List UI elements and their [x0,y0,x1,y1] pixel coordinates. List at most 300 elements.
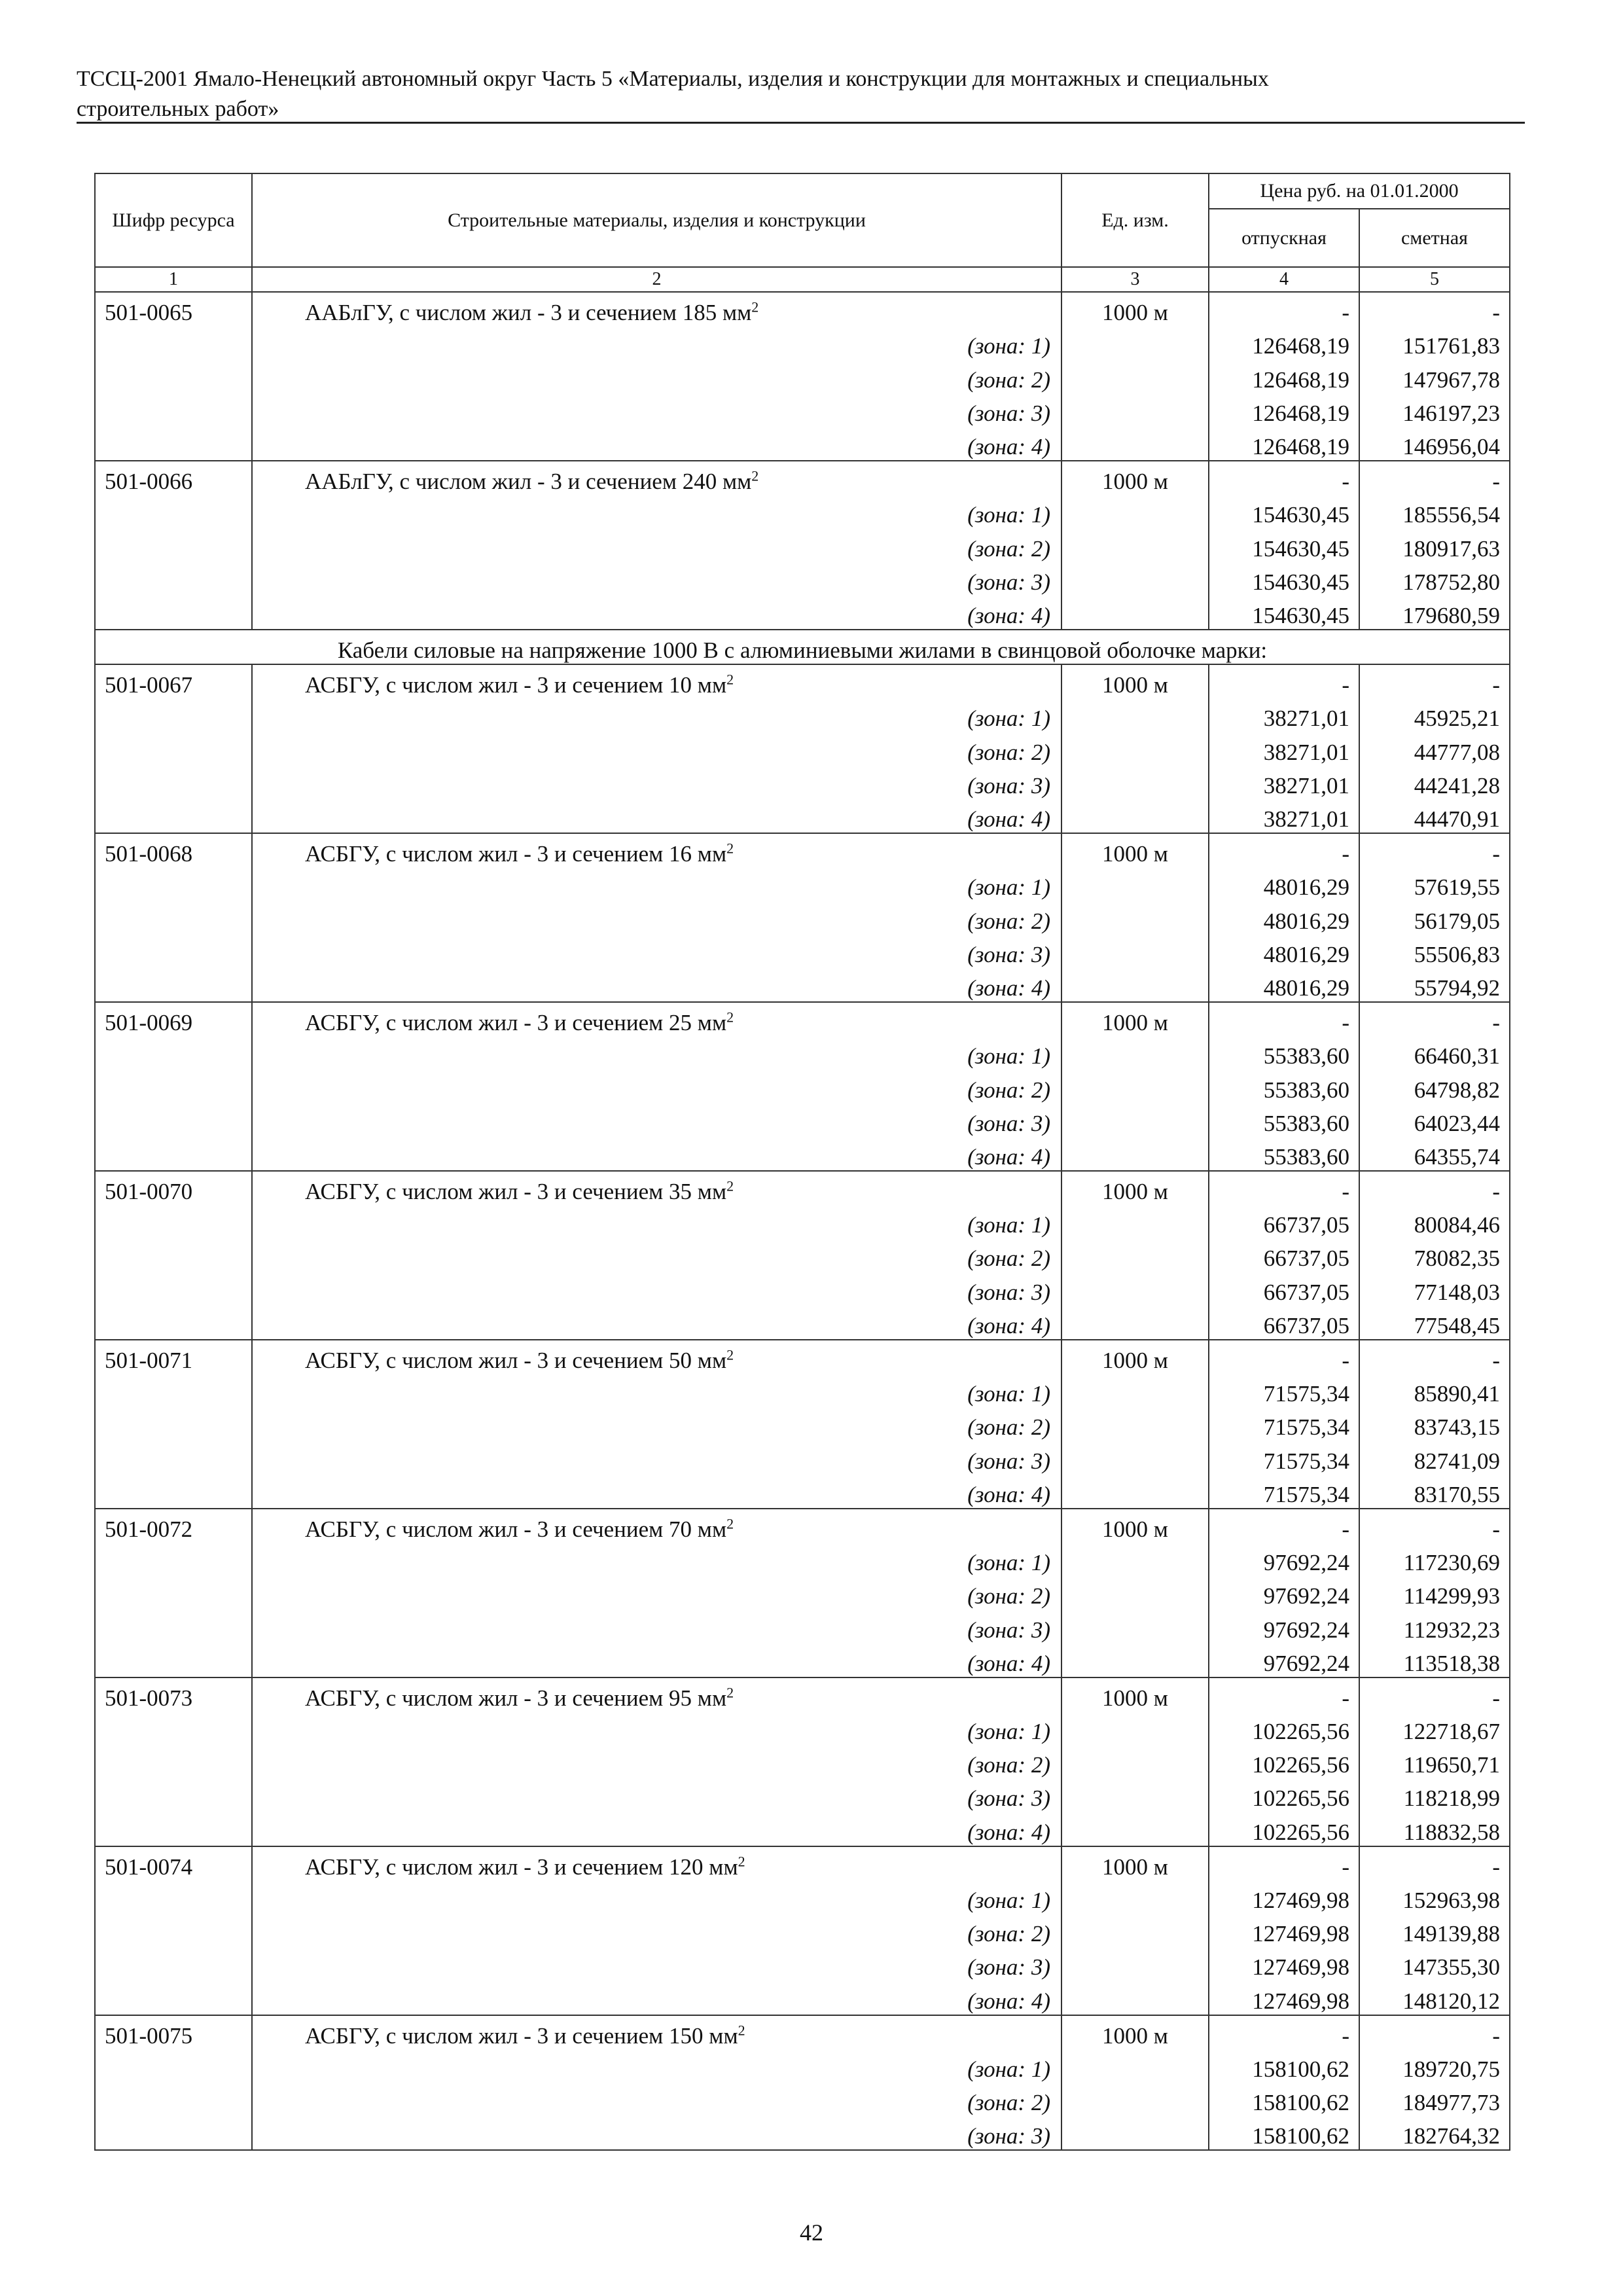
price-table [94,173,1510,2151]
zone-row [95,1475,1510,1509]
estimate-price: - [1359,833,1510,867]
resource-code-empty [95,968,252,1002]
release-price: - [1209,1677,1359,1712]
zone-row [95,596,1510,630]
release-price: - [1209,292,1359,326]
unit-empty [1061,562,1209,596]
release-price: 38271,01 [1209,766,1359,799]
resource-code-empty [95,1137,252,1171]
unit-empty [1061,1609,1209,1643]
unit-empty [1061,1914,1209,1947]
unit-superscript: 2 [726,1515,734,1532]
release-price: 48016,29 [1209,867,1359,901]
zone-row [95,732,1510,765]
unit-empty [1061,867,1209,901]
zone-label: (зона: 3) [252,562,1061,596]
resource-code-empty [95,1778,252,1812]
material-name [252,292,1061,326]
zone-row [95,1441,1510,1474]
resource-code-empty [95,2049,252,2083]
unit-empty [1061,1475,1209,1509]
unit-empty [1061,1407,1209,1441]
material-name [252,1677,1061,1712]
release-price: - [1209,2015,1359,2049]
material-name-text: АСБГУ, с числом жил - 3 и сечением 150 мм [305,2022,738,2049]
release-price: 48016,29 [1209,968,1359,1002]
unit-empty [1061,1205,1209,1238]
resource-code-empty [95,1272,252,1305]
zone-row [95,1069,1510,1103]
resource-code-empty [95,1475,252,1509]
zone-row [95,562,1510,596]
unit-empty [1061,1745,1209,1778]
zone-row [95,968,1510,1002]
zone-label: (зона: 2) [252,1407,1061,1441]
resource-code-empty [95,562,252,596]
resource-code-empty [95,393,252,427]
zone-row [95,935,1510,968]
unit-superscript: 2 [751,298,759,315]
estimate-price: 56179,05 [1359,901,1510,934]
estimate-price: 64355,74 [1359,1137,1510,1171]
release-price: 154630,45 [1209,596,1359,630]
release-price: 71575,34 [1209,1407,1359,1441]
release-price: 158100,62 [1209,2116,1359,2150]
zone-label: (зона: 4) [252,799,1061,833]
unit-empty [1061,1812,1209,1846]
zone-label: (зона: 1) [252,1543,1061,1576]
release-price: 127469,98 [1209,1947,1359,1981]
release-price: 158100,62 [1209,2049,1359,2083]
column-number: 3 [1061,267,1209,292]
estimate-price: 66460,31 [1359,1036,1510,1069]
zone-row [95,1306,1510,1340]
zone-row [95,1643,1510,1677]
material-name-text: АСБГУ, с числом жил - 3 и сечением 70 мм [305,1516,727,1542]
unit-of-measure: 1000 м [1061,833,1209,867]
unit-empty [1061,1543,1209,1576]
header-materials: Строительные материалы, изделия и конструкции [252,173,1061,267]
resource-code-empty [95,1914,252,1947]
resource-code-empty [95,1069,252,1103]
item-row [95,1002,1510,1036]
header-divider [77,122,1525,124]
release-price: 97692,24 [1209,1543,1359,1576]
material-name [252,664,1061,698]
running-header [77,64,1525,124]
resource-code-empty [95,2116,252,2150]
estimate-price: 114299,93 [1359,1576,1510,1609]
material-name-text: АСБГУ, с числом жил - 3 и сечением 50 мм [305,1348,727,1373]
unit-empty [1061,968,1209,1002]
estimate-price: 117230,69 [1359,1543,1510,1576]
header-release-price: отпускная [1209,209,1359,267]
resource-code-empty [95,867,252,901]
unit-empty [1061,1103,1209,1137]
estimate-price: 182764,32 [1359,2116,1510,2150]
resource-code-empty [95,596,252,630]
zone-row [95,427,1510,461]
zone-label: (зона: 2) [252,732,1061,765]
item-row [95,2015,1510,2049]
resource-code: 501-0074 [95,1846,252,1880]
release-price: - [1209,1509,1359,1543]
section-heading: Кабели силовые на напряжение 1000 В с алюминиевыми жилами в свинцовой оболочке марки: [95,630,1510,664]
zone-label: (зона: 2) [252,2083,1061,2116]
estimate-price: 119650,71 [1359,1745,1510,1778]
release-price: 38271,01 [1209,799,1359,833]
estimate-price: - [1359,664,1510,698]
resource-code-empty [95,732,252,765]
zone-row [95,1238,1510,1272]
estimate-price: 122718,67 [1359,1712,1510,1745]
zone-label: (зона: 3) [252,1778,1061,1812]
resource-code-empty [95,1374,252,1407]
resource-code-empty [95,1643,252,1677]
unit-of-measure: 1000 м [1061,1340,1209,1374]
zone-label: (зона: 2) [252,1576,1061,1609]
column-number: 5 [1359,267,1510,292]
resource-code-empty [95,1609,252,1643]
estimate-price: 147967,78 [1359,359,1510,393]
unit-empty [1061,901,1209,934]
release-price: 97692,24 [1209,1643,1359,1677]
zone-label: (зона: 1) [252,495,1061,528]
zone-row [95,1576,1510,1609]
estimate-price: - [1359,1340,1510,1374]
header-unit: Ед. изм. [1061,173,1209,267]
estimate-price: 78082,35 [1359,1238,1510,1272]
estimate-price: 146197,23 [1359,393,1510,427]
zone-row [95,1543,1510,1576]
unit-empty [1061,1036,1209,1069]
unit-empty [1061,393,1209,427]
header-price-group: Цена руб. на 01.01.2000 [1209,173,1510,209]
unit-of-measure: 1000 м [1061,1677,1209,1712]
material-name [252,1171,1061,1205]
estimate-price: - [1359,1171,1510,1205]
estimate-price: - [1359,292,1510,326]
zone-row [95,867,1510,901]
resource-code-empty [95,698,252,732]
header-line-2: строительных работ» [77,97,279,121]
unit-empty [1061,359,1209,393]
resource-code-empty [95,1441,252,1474]
material-name [252,1002,1061,1036]
unit-of-measure: 1000 м [1061,1509,1209,1543]
unit-superscript: 2 [726,1009,734,1026]
resource-code-empty [95,1576,252,1609]
estimate-price: 83743,15 [1359,1407,1510,1441]
zone-label: (зона: 4) [252,1643,1061,1677]
unit-empty [1061,1778,1209,1812]
unit-superscript: 2 [751,467,759,484]
unit-empty [1061,1137,1209,1171]
unit-empty [1061,1069,1209,1103]
release-price: 55383,60 [1209,1137,1359,1171]
section-row [95,630,1510,664]
zone-label: (зона: 3) [252,935,1061,968]
unit-empty [1061,935,1209,968]
material-name-text: АСБГУ, с числом жил - 3 и сечением 95 мм [305,1685,727,1711]
zone-label: (зона: 2) [252,901,1061,934]
resource-code-empty [95,528,252,562]
zone-row [95,1609,1510,1643]
unit-empty [1061,596,1209,630]
unit-empty [1061,1306,1209,1340]
unit-of-measure: 1000 м [1061,664,1209,698]
zone-label: (зона: 1) [252,1374,1061,1407]
release-price: - [1209,1002,1359,1036]
zone-label: (зона: 4) [252,968,1061,1002]
unit-empty [1061,427,1209,461]
release-price: - [1209,1340,1359,1374]
zone-label: (зона: 3) [252,766,1061,799]
release-price: - [1209,1846,1359,1880]
zone-label: (зона: 1) [252,1036,1061,1069]
estimate-price: 44777,08 [1359,732,1510,765]
unit-of-measure: 1000 м [1061,2015,1209,2049]
unit-of-measure: 1000 м [1061,1002,1209,1036]
zone-label: (зона: 4) [252,1981,1061,2015]
unit-empty [1061,528,1209,562]
material-name-text: АСБГУ, с числом жил - 3 и сечением 16 мм [305,841,727,867]
page-number: 42 [800,2219,823,2246]
column-number: 1 [95,267,252,292]
zone-row [95,901,1510,934]
resource-code: 501-0075 [95,2015,252,2049]
zone-row [95,326,1510,359]
item-row [95,1171,1510,1205]
release-price: 55383,60 [1209,1103,1359,1137]
zone-row [95,393,1510,427]
resource-code-empty [95,1238,252,1272]
release-price: 66737,05 [1209,1205,1359,1238]
material-name-text: АСБГУ, с числом жил - 3 и сечением 25 мм [305,1010,727,1036]
release-price: 38271,01 [1209,732,1359,765]
release-price: 102265,56 [1209,1812,1359,1846]
zone-row [95,2083,1510,2116]
estimate-price: - [1359,1002,1510,1036]
material-name-text: АСБГУ, с числом жил - 3 и сечением 35 мм [305,1179,727,1205]
item-row [95,1340,1510,1374]
unit-superscript: 2 [726,1684,734,1701]
zone-row [95,528,1510,562]
estimate-price: - [1359,1846,1510,1880]
material-name [252,461,1061,495]
resource-code-empty [95,427,252,461]
release-price: 71575,34 [1209,1374,1359,1407]
unit-empty [1061,766,1209,799]
header-resource-code: Шифр ресурса [95,173,252,267]
unit-empty [1061,1272,1209,1305]
estimate-price: 148120,12 [1359,1981,1510,2015]
resource-code-empty [95,935,252,968]
column-number: 2 [252,267,1061,292]
release-price: 154630,45 [1209,562,1359,596]
estimate-price: - [1359,461,1510,495]
zone-row [95,1914,1510,1947]
estimate-price: 185556,54 [1359,495,1510,528]
zone-row [95,1205,1510,1238]
unit-empty [1061,1238,1209,1272]
estimate-price: 44470,91 [1359,799,1510,833]
resource-code-empty [95,1947,252,1981]
release-price: 55383,60 [1209,1069,1359,1103]
resource-code: 501-0071 [95,1340,252,1374]
release-price: 97692,24 [1209,1576,1359,1609]
zone-label: (зона: 2) [252,528,1061,562]
release-price: 102265,56 [1209,1712,1359,1745]
zone-label: (зона: 1) [252,1712,1061,1745]
zone-row [95,1880,1510,1914]
material-name [252,1509,1061,1543]
resource-code-empty [95,1712,252,1745]
zone-row [95,1137,1510,1171]
unit-empty [1061,1643,1209,1677]
estimate-price: 184977,73 [1359,2083,1510,2116]
estimate-price: 113518,38 [1359,1643,1510,1677]
unit-superscript: 2 [726,1346,734,1363]
unit-superscript: 2 [738,1853,745,1870]
zone-row [95,1712,1510,1745]
release-price: 66737,05 [1209,1272,1359,1305]
resource-code-empty [95,1981,252,2015]
zone-label: (зона: 3) [252,1947,1061,1981]
zone-label: (зона: 3) [252,2116,1061,2150]
item-row [95,461,1510,495]
estimate-price: - [1359,1509,1510,1543]
release-price: 55383,60 [1209,1036,1359,1069]
unit-superscript: 2 [726,671,734,688]
zone-label: (зона: 2) [252,1069,1061,1103]
resource-code: 501-0073 [95,1677,252,1712]
zone-label: (зона: 1) [252,698,1061,732]
unit-empty [1061,1712,1209,1745]
unit-empty [1061,698,1209,732]
item-row [95,833,1510,867]
zone-label: (зона: 2) [252,359,1061,393]
material-name-text: ААБлГУ, с числом жил - 3 и сечением 240 мм [305,469,752,495]
release-price: - [1209,664,1359,698]
header-estimate-price: сметная [1359,209,1510,267]
unit-empty [1061,799,1209,833]
resource-code: 501-0067 [95,664,252,698]
estimate-price: 151761,83 [1359,326,1510,359]
estimate-price: 189720,75 [1359,2049,1510,2083]
estimate-price: 147355,30 [1359,1947,1510,1981]
resource-code-empty [95,1407,252,1441]
resource-code: 501-0070 [95,1171,252,1205]
zone-row [95,1374,1510,1407]
unit-of-measure: 1000 м [1061,461,1209,495]
material-name-text: ААБлГУ, с числом жил - 3 и сечением 185 мм [305,300,752,326]
item-row [95,664,1510,698]
material-name [252,2015,1061,2049]
resource-code: 501-0065 [95,292,252,326]
zone-label: (зона: 4) [252,1137,1061,1171]
unit-empty [1061,1981,1209,2015]
unit-of-measure: 1000 м [1061,1171,1209,1205]
estimate-price: 55506,83 [1359,935,1510,968]
zone-label: (зона: 3) [252,393,1061,427]
estimate-price: 85890,41 [1359,1374,1510,1407]
zone-row [95,2116,1510,2150]
estimate-price: 64798,82 [1359,1069,1510,1103]
release-price: 97692,24 [1209,1609,1359,1643]
unit-empty [1061,2116,1209,2150]
zone-label: (зона: 1) [252,1880,1061,1914]
release-price: 154630,45 [1209,495,1359,528]
material-name [252,1340,1061,1374]
release-price: - [1209,461,1359,495]
resource-code-empty [95,766,252,799]
zone-row [95,1947,1510,1981]
zone-label: (зона: 1) [252,867,1061,901]
zone-label: (зона: 4) [252,1812,1061,1846]
header-line-1: ТССЦ-2001 Ямало-Ненецкий автономный округ Часть 5 «Материалы, изделия и конструкции для монтажных и специальных [77,67,1269,91]
resource-code-empty [95,1205,252,1238]
unit-empty [1061,732,1209,765]
release-price: - [1209,1171,1359,1205]
estimate-price: - [1359,2015,1510,2049]
release-price: 38271,01 [1209,698,1359,732]
unit-empty [1061,326,1209,359]
resource-code-empty [95,359,252,393]
resource-code-empty [95,326,252,359]
release-price: 154630,45 [1209,528,1359,562]
estimate-price: 118832,58 [1359,1812,1510,1846]
unit-empty [1061,2049,1209,2083]
item-row [95,292,1510,326]
resource-code-empty [95,1543,252,1576]
material-name [252,1846,1061,1880]
zone-label: (зона: 1) [252,326,1061,359]
zone-row [95,1812,1510,1846]
estimate-price: 44241,28 [1359,766,1510,799]
zone-label: (зона: 1) [252,1205,1061,1238]
release-price: 71575,34 [1209,1441,1359,1474]
zone-row [95,1103,1510,1137]
release-price: 66737,05 [1209,1306,1359,1340]
zone-row [95,1745,1510,1778]
unit-of-measure: 1000 м [1061,292,1209,326]
estimate-price: 77548,45 [1359,1306,1510,1340]
release-price: - [1209,833,1359,867]
unit-empty [1061,1947,1209,1981]
zone-row [95,359,1510,393]
resource-code-empty [95,1103,252,1137]
unit-empty [1061,495,1209,528]
release-price: 66737,05 [1209,1238,1359,1272]
zone-label: (зона: 3) [252,1609,1061,1643]
estimate-price: 55794,92 [1359,968,1510,1002]
zone-row [95,1036,1510,1069]
estimate-price: 180917,63 [1359,528,1510,562]
zone-label: (зона: 3) [252,1441,1061,1474]
estimate-price: 149139,88 [1359,1914,1510,1947]
release-price: 127469,98 [1209,1914,1359,1947]
unit-empty [1061,1441,1209,1474]
resource-code-empty [95,2083,252,2116]
resource-code-empty [95,1306,252,1340]
resource-code: 501-0069 [95,1002,252,1036]
unit-superscript: 2 [738,2022,745,2039]
unit-of-measure: 1000 м [1061,1846,1209,1880]
zone-label: (зона: 4) [252,596,1061,630]
zone-label: (зона: 2) [252,1745,1061,1778]
resource-code-empty [95,901,252,934]
